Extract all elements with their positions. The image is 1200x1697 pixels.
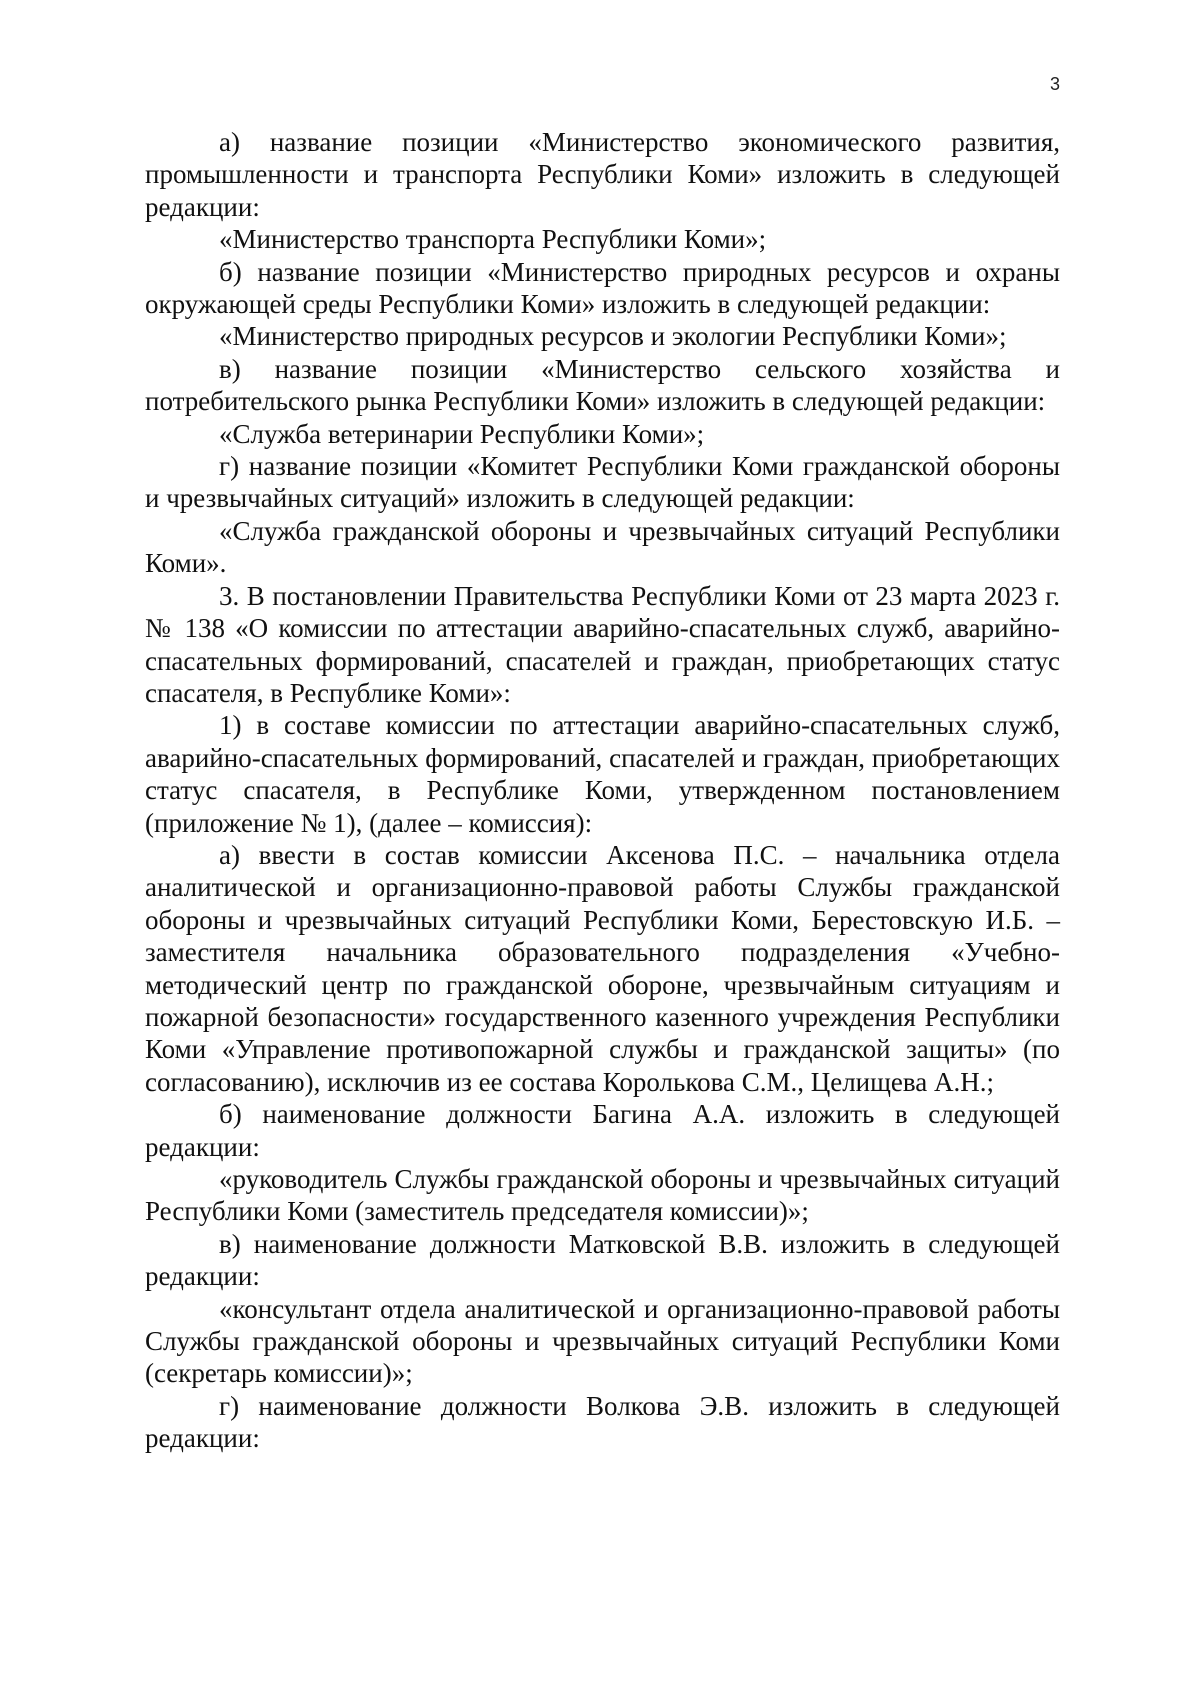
paragraph-b-natural-resources: б) название позиции «Министерство природных ресурсов и охраны окружающей среды Республики Коми» изложить в следующей редакции: (145, 256, 1060, 320)
paragraph-bagin-position: «руководитель Службы гражданской обороны и чрезвычайных ситуаций Республики Коми (заместитель председателя комиссии)»; (145, 1164, 1060, 1227)
paragraph-matkovskaya-position: «консультант отдела аналитической и организационно-правовой работы Службы гражданской обороны и чрезвычайных ситуаций Республики Коми (секретарь комиссии)»; (145, 1293, 1060, 1389)
paragraph-g-civil-defense-committee: г) название позиции «Комитет Республики Коми гражданской обороны и чрезвычайных ситуаций» изложить в следующей редакции: (145, 451, 1060, 514)
paragraph-item-3-decree: 3. В постановлении Правительства Республики Коми от 23 марта 2023 г. № 138 «О комиссии по аттестации аварийно-спасательных служб, аварийно-спасательных формирований, спасателей и граждан, приобретающих статус спасателя, в Республике Коми»: (145, 580, 1060, 708)
page-number: 3 (1050, 74, 1061, 94)
paragraph-a-economy: а) название позиции «Министерство экономического развития, промышленности и транспорта Республики Коми» изложить в следующей редакции: (145, 127, 1060, 222)
paragraph-a-commission-members: а) ввести в состав комиссии Аксенова П.С. – начальника отдела аналитической и организационно-правовой работы Службы гражданской обороны и чрезвычайных ситуаций Республики Коми, Берестовскую И.Б. – заместителя начальника образовательного подразделения «Учебно-методический центр по гражданской обороне, чрезвычайным ситуациям и пожарной безопасности» государственного казенного учреждения Республики Коми «Управление противопожарной службы и гражданской защиты» (по согласованию), исключив из ее состава Королькова С.М., Целищева А.Н.; (145, 839, 1060, 1097)
paragraph-v-matkovskaya: в) наименование должности Матковской В.В. изложить в следующей редакции: (145, 1228, 1060, 1292)
paragraph-g-volkov: г) наименование должности Волкова Э.В. изложить в следующей редакции: (145, 1390, 1060, 1454)
paragraph-v-agriculture: в) название позиции «Министерство сельского хозяйства и потребительского рынка Республики Коми» изложить в следующей редакции: (145, 353, 1060, 417)
document-body (145, 126, 1060, 1455)
paragraph-transport-ministry: «Министерство транспорта Республики Коми»; (219, 224, 767, 255)
paragraph-subitem-1-commission: 1) в составе комиссии по аттестации аварийно-спасательных служб, аварийно-спасательных формирований, спасателей и граждан, приобретающих статус спасателя, в Республике Коми, утвержденном постановлением (приложение № 1), (далее – комиссия): (145, 710, 1060, 838)
paragraph-ecology-ministry: «Министерство природных ресурсов и экологии Республики Коми»; (219, 321, 1007, 352)
paragraph-civil-defense-service: «Служба гражданской обороны и чрезвычайных ситуаций Республики Коми». (145, 515, 1060, 579)
paragraph-b-bagin: б) наименование должности Багина А.А. изложить в следующей редакции: (145, 1099, 1060, 1162)
paragraph-veterinary-service: «Служба ветеринарии Республики Коми»; (219, 418, 705, 449)
